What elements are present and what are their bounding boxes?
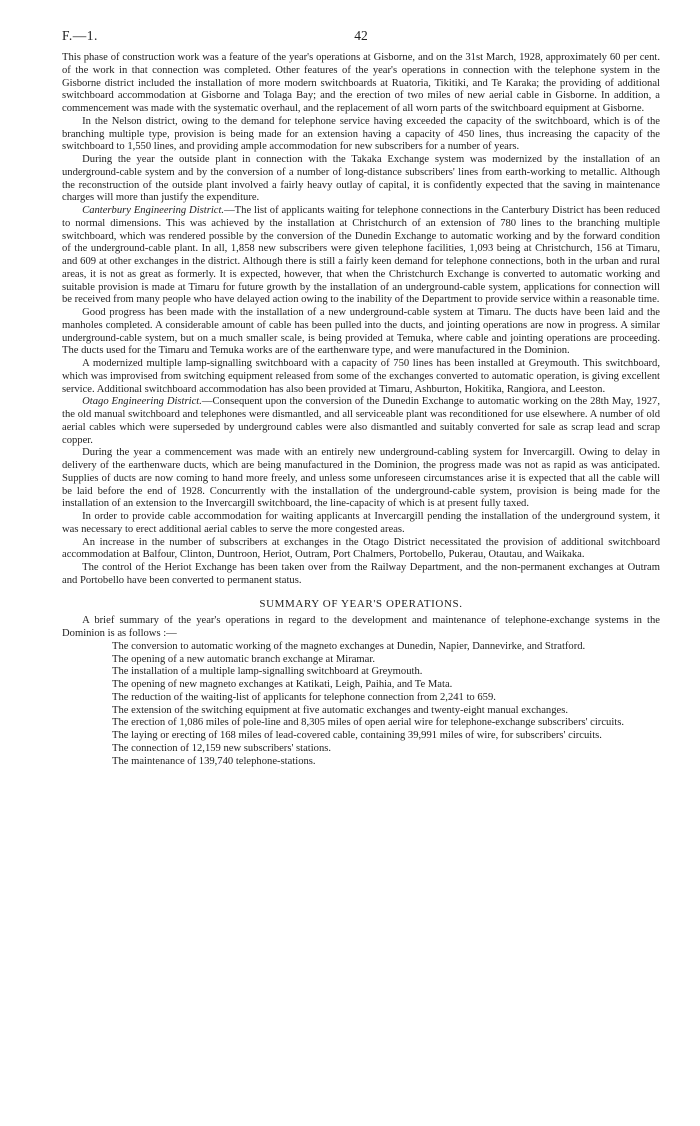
paragraph: During the year a commencement was made with an entirely new underground-cabling system for Invercargill. Owing to delay in delivery of the earthenware ducts, which are being manufactured in the Dominion, the progress made was not as rapid as was anticipated. Supplies of ducts are now coming to hand more freely, and unless some unforeseen circumstances arise it is expected that all the cable will be laid before the end of 1928. Concurrently with the installation of the underground-cable system, provision is being made for the installation of an extension to the Invercargill switchboard, the line-capacity of which is at present fully taxed. [62, 447, 660, 510]
summary-item: The maintenance of 139,740 telephone-stations. [112, 755, 316, 767]
paragraph: An increase in the number of subscribers at exchanges in the Otago District necessitated the provision of additional switchboard accommodation at Balfour, Clinton, Duntroon, Heriot, Outram, Port Chalmers, Portobello, Pukerau, Otautau, and Waikaka. [62, 536, 660, 561]
section-heading: Otago Engineering District. [82, 396, 202, 408]
paragraph: Otago Engineering District.—Consequent upon the conversion of the Dunedin Exchange to automatic working on the 28th May, 1927, the old manual switchboard and telephones were dismantled, and all serviceable plant was reconditioned for use elsewhere. A number of old aerial cables which were superseded by underground cables were also dismantled and suitably converted for sale as scrap lead and scrap copper. [62, 396, 661, 446]
paragraph: In order to provide cable accommodation for waiting applicants at Invercargill pending the installation of the underground system, it was necessary to erect additional aerial cables to serve the more congested areas. [62, 511, 660, 535]
summary-item: The laying or erecting of 168 miles of lead-covered cable, containing 39,991 miles of wire, for subscribers' circuits. [112, 730, 602, 741]
paragraph: In the Nelson district, owing to the demand for telephone service having exceeded the capacity of the switchboard, which is of the branching multiple type, provision is being made for an extension having a capacity of 450 lines, thus increasing the capacity of the switchboard to 1,550 lines, and providing ample accommodation for new subscribers for a number of years. [62, 115, 660, 153]
summary-title: SUMMARY OF YEAR'S OPERATIONS. [259, 597, 463, 610]
section-heading: Canterbury Engineering District. [82, 205, 225, 216]
paragraph: The control of the Heriot Exchange has been taken over from the Railway Department, and the non-permanent exchanges at Outram and Portobello have been converted to permanent status. [62, 562, 660, 586]
paragraph: During the year the outside plant in connection with the Takaka Exchange system was modernized by the installation of an underground-cable system and by the conversion of a number of long-distance subscribers' lines from earth-working to metallic. Although the reconstruction of the outside plant involved a fairly heavy outlay of capital, it is confidently expected that the saving in maintenance charges will more than justify the expenditure. [62, 154, 660, 204]
summary-item: The opening of new magneto exchanges at Katikati, Leigh, Paihia, and Te Mata. [112, 679, 453, 690]
summary-intro: A brief summary of the year's operations in regard to the development and maintenance of telephone-exchange systems in the Dominion is as follows :— [62, 615, 660, 639]
paragraph: Canterbury Engineering District.—The list of applicants waiting for telephone connections in the Canterbury District has been reduced to normal dimensions. This was achieved by the installation at Christchurch of an extension of 780 lines to the branching multiple switchboard, which was rendered possible by the conversion of the Dunedin Exchange to automatic working and by the forward condition of the underground-cable plant. In all, 1,858 new subscribers were given telephone facilities, 1,093 being at Christchurch, 156 at Timaru, and 609 at other exchanges in the district. Although there is still a fairly keen demand for telephone connections, both in the urban and rural areas, it is not as great as formerly. It is expected, however, that when the Christchurch Exchange is converted to automatic working and suitable provision is made at Timaru for future growth by the installation of an underground-cable system, applications for connection will be received from many people who have delayed action owing to the inability of the Department to provide service within a reasonable time. [62, 205, 660, 306]
paragraph: A modernized multiple lamp-signalling switchboard with a capacity of 750 lines has been installed at Greymouth. This switchboard, which was improvised from switching equipment released from some of the exchanges converted to automatic operation, is giving excellent service. Additional switchboard accommodation has also been provided at Timaru, Ashburton, Hokitika, Rangiora, and Leeston. [62, 358, 660, 395]
summary-item: The conversion to automatic working of the magneto exchanges at Dunedin, Napier, Dannevirke, and Stratford. [112, 640, 586, 652]
summary-item: The installation of a multiple lamp-signalling switchboard at Greymouth. [112, 666, 423, 678]
paragraph: Good progress has been made with the installation of a new underground-cable system at Timaru. The ducts have been laid and the manholes completed. A considerable amount of cable has been pulled into the ducts, and jointing operations are now in progress. A similar underground-cable system, but on a much smaller scale, is being provided at Temuka, where cable and jointing operations are proceeding. The ducts used for the Timaru and Temuka works are of the earthenware type, and were manufactured in the Dominion. [62, 307, 660, 357]
summary-list [62, 641, 660, 769]
summary-item: The reduction of the waiting-list of applicants for telephone connection from 2,241 to 659. [112, 691, 496, 703]
summary-item: The connection of 12,159 new subscribers' stations. [112, 742, 332, 754]
paragraph: This phase of construction work was a feature of the year's operations at Gisborne, and on the 31st March, 1928, approximately 60 per cent. of the work in that connection was completed. Other features of the year's operations in connection with the telephone system in the Gisborne district included the installation of more modern switchboards at Ruatoria, Tikitiki, and Te Karaka; the providing of additional switchboard accommodation at Gisborne and Tolaga Bay; and the erection of two miles of new aerial cable in Gisborne. In addition, a commencement was made with the systematic overhaul, and the replacement of all worn parts of the switchboard equipment at Gisborne. [62, 52, 660, 114]
document-reference: F.—1. [62, 28, 98, 43]
body-text [62, 52, 660, 768]
summary-item: The erection of 1,086 miles of pole-line and 8,305 miles of open aerial wire for telephone-exchange subscribers' circuits. [112, 717, 624, 729]
summary-item: The opening of a new automatic branch exchange at Miramar. [112, 653, 375, 665]
summary-item: The extension of the switching equipment at five automatic exchanges and twenty-eight manual exchanges. [112, 704, 568, 716]
page-header [62, 28, 660, 50]
page-number: 42 [354, 28, 368, 43]
